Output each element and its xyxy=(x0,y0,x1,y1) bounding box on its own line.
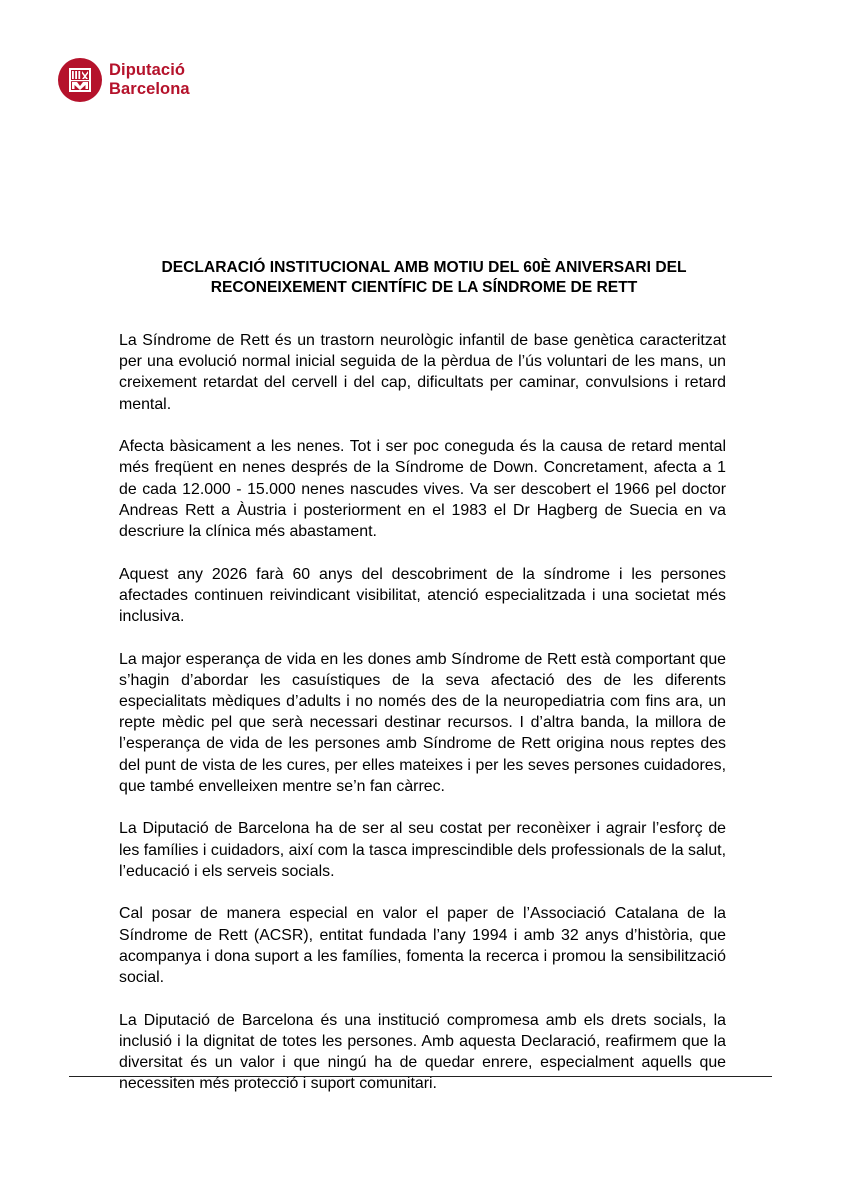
footer-divider xyxy=(69,1076,772,1077)
title-line-2: RECONEIXEMENT CIENTÍFIC DE LA SÍNDROME DE RETT xyxy=(210,279,638,296)
paragraph: Afecta bàsicament a les nenes. Tot i ser poc coneguda és la causa de retard mental més freqüent en nenes després de la Síndrome de Down. Concretament, afecta a 1 de cada 12.000 - 15.000 nenes nascudes vives. Va ser descobert el 1966 pel doctor Andreas Rett a Àustria i posteriorment en el 1983 el Dr Hagberg de Suecia en va descriure la clínica més abastament. xyxy=(119,438,726,541)
logo-line-1: Diputació xyxy=(109,61,186,79)
paragraph: La Diputació de Barcelona és una institució compromesa amb els drets socials, la inclusió i la dignitat de totes les persones. Amb aquesta Declaració, reafirmem que la diversitat és un valor i que ningú ha de quedar enrere, especialment aquells que necessiten més protecció i suport comunitari. xyxy=(119,1011,726,1093)
paragraph: La Síndrome de Rett és un trastorn neurològic infantil de base genètica caracteritzat per una evolució normal inicial seguida de la pèrdua de l’ús voluntari de les mans, un creixement retardat del cervell i del cap, dificultats per caminar, convulsions i retard mental. xyxy=(119,332,726,413)
diputacio-shield-icon xyxy=(58,58,102,102)
paragraph: La Diputació de Barcelona ha de ser al seu costat per reconèixer i agrair l’esforç de les famílies i cuidadors, així com la tasca imprescindible dels professionals de la salut, l’educació i els serveis socials. xyxy=(119,820,726,880)
diputacio-barcelona-logo xyxy=(58,57,190,103)
title-line-1: DECLARACIÓ INSTITUCIONAL AMB MOTIU DEL 60È ANIVERSARI DEL xyxy=(161,259,687,276)
document-body xyxy=(119,330,726,1116)
paragraph: Aquest any 2026 farà 60 anys del descobriment de la síndrome i les persones afectades continuen reivindicant visibilitat, atenció especialitzada i una societat més inclusiva. xyxy=(119,565,726,626)
paragraph: La major esperança de vida en les dones amb Síndrome de Rett està comportant que s’hagin d’abordar les casuístiques de la seva afectació des de les diferents especialitats mèdiques d’adults i no només des de la neuropediatria com fins ara, un repte mèdic pel que serà necessari destinar recursos. I d’altra banda, la millora de l’esperança de vida de les persones amb Síndrome de Rett origina nous reptes des del punt de vista de les cures, per elles mateixes i per les seves persones cuidadores, que també envelleixen mentre se’n fan càrrec. xyxy=(119,650,726,795)
document-title xyxy=(100,258,748,298)
paragraph: Cal posar de manera especial en valor el paper de l’Associació Catalana de la Síndrome de Rett (ACSR), entitat fundada l’any 1994 i amb 32 anys d’història, que acompanya i dona suport a les famílies, fomenta la recerca i promou la sensibilització social. xyxy=(119,905,726,987)
logo-line-2: Barcelona xyxy=(109,80,190,98)
logo-wordmark xyxy=(109,61,190,99)
